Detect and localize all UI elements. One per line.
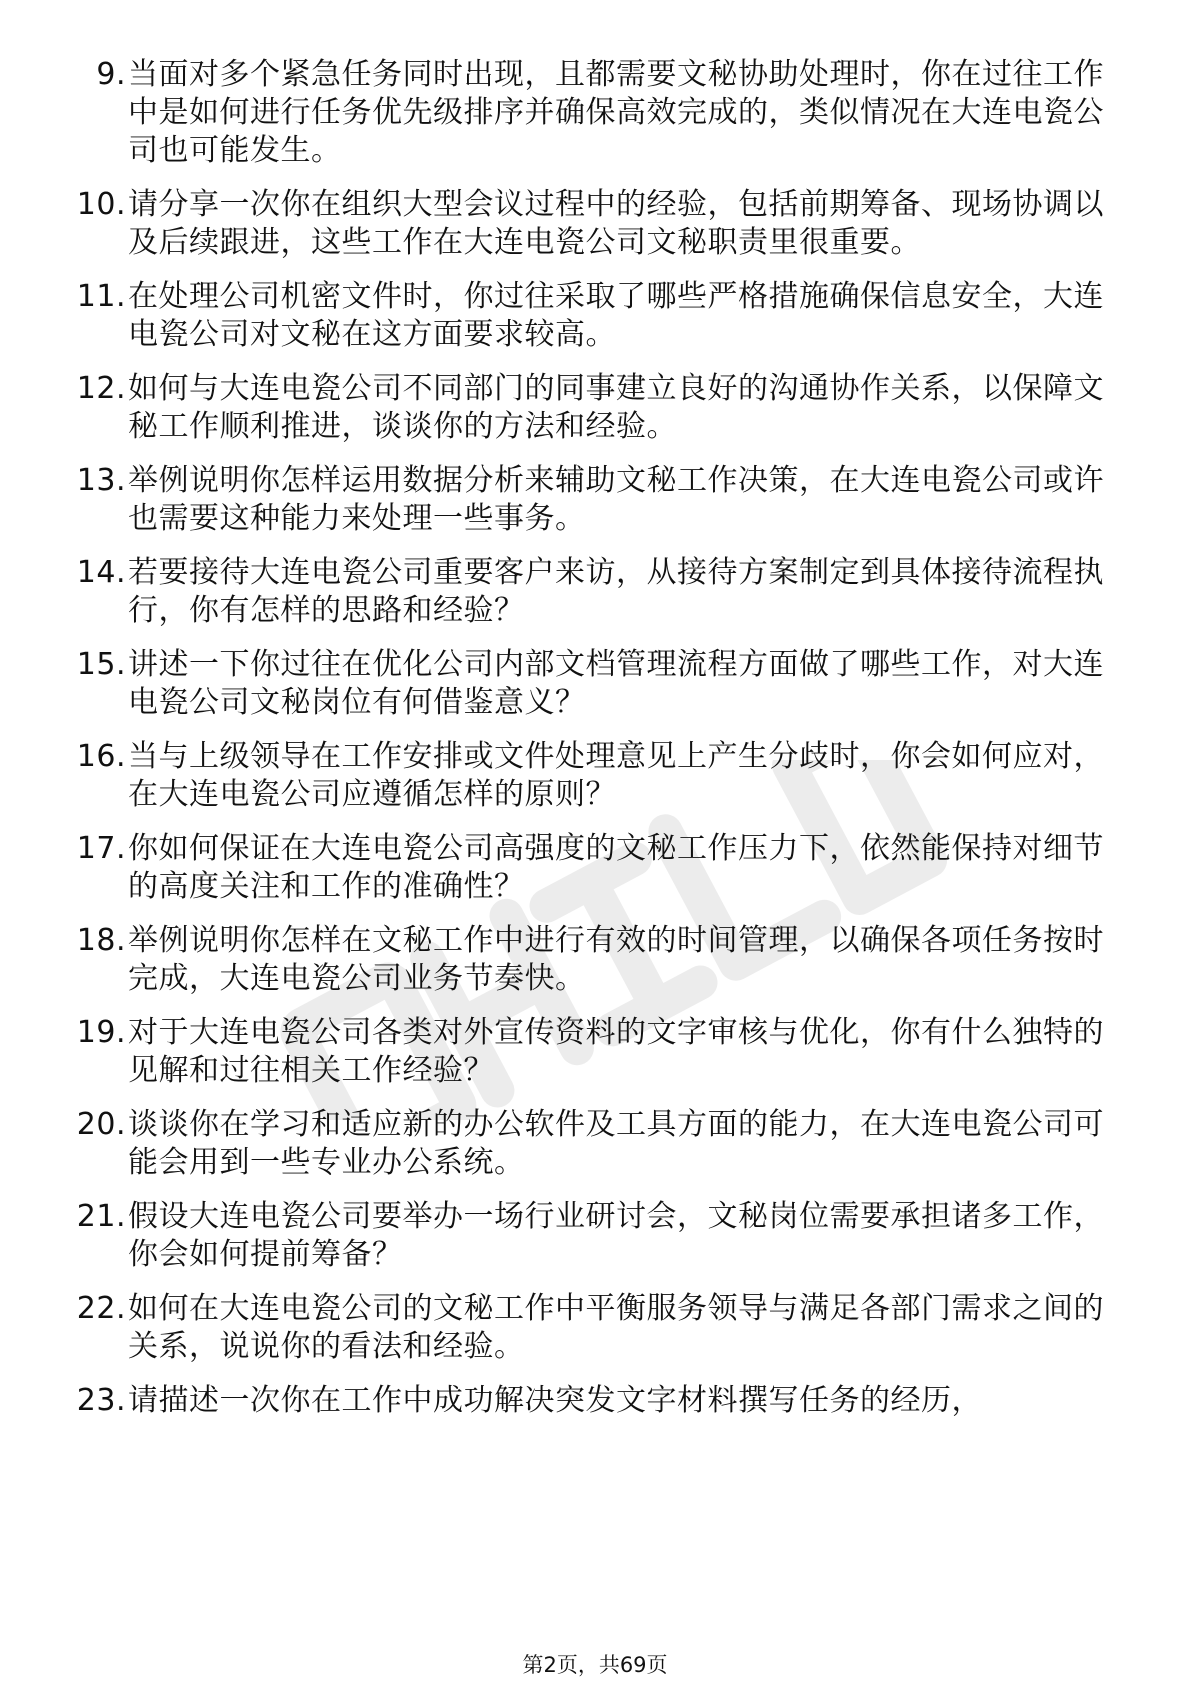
- list-item: [60, 1290, 1120, 1366]
- question-number: 18.: [76, 923, 126, 958]
- question-number: 20.: [76, 1107, 126, 1142]
- question-number: 14.: [76, 555, 126, 590]
- question-number: 16.: [76, 739, 126, 774]
- question-number: 11.: [76, 279, 126, 314]
- question-text: 谈谈你在学习和适应新的办公软件及工具方面的能力，在大连电瓷公司可能会用到一些专业办公系统。: [128, 1107, 1104, 1180]
- question-number: 22.: [76, 1291, 126, 1326]
- question-number: 9.: [96, 57, 126, 92]
- list-item: [60, 554, 1120, 630]
- question-text: 你如何保证在大连电瓷公司高强度的文秘工作压力下，依然能保持对细节的高度关注和工作的准确性？: [128, 831, 1104, 904]
- question-text: 若要接待大连电瓷公司重要客户来访，从接待方案制定到具体接待流程执行，你有怎样的思路和经验？: [128, 555, 1104, 628]
- list-item: [60, 278, 1120, 354]
- list-item: [60, 1106, 1120, 1182]
- question-number: 21.: [76, 1199, 126, 1234]
- list-item: [60, 370, 1120, 446]
- question-number: 23.: [76, 1383, 126, 1418]
- question-text: 举例说明你怎样运用数据分析来辅助文秘工作决策，在大连电瓷公司或许也需要这种能力来处理一些事务。: [128, 463, 1104, 536]
- question-number: 12.: [76, 371, 126, 406]
- question-number: 13.: [76, 463, 126, 498]
- question-text: 在处理公司机密文件时，你过往采取了哪些严格措施确保信息安全，大连电瓷公司对文秘在这方面要求较高。: [128, 279, 1104, 352]
- list-item: [60, 830, 1120, 906]
- list-item: [60, 1014, 1120, 1090]
- list-item: [60, 186, 1120, 262]
- list-item: [60, 462, 1120, 538]
- question-number: 10.: [76, 187, 126, 222]
- list-item: [60, 1382, 1120, 1420]
- list-item: [60, 1198, 1120, 1274]
- list-item: [60, 646, 1120, 722]
- question-text: 如何与大连电瓷公司不同部门的同事建立良好的沟通协作关系，以保障文秘工作顺利推进，谈谈你的方法和经验。: [128, 371, 1104, 444]
- question-list: [60, 56, 1120, 1436]
- question-number: 19.: [76, 1015, 126, 1050]
- list-item: [60, 738, 1120, 814]
- question-text: 当面对多个紧急任务同时出现，且都需要文秘协助处理时，你在过往工作中是如何进行任务优先级排序并确保高效完成的，类似情况在大连电瓷公司也可能发生。: [128, 57, 1104, 168]
- question-text: 请分享一次你在组织大型会议过程中的经验，包括前期筹备、现场协调以及后续跟进，这些工作在大连电瓷公司文秘职责里很重要。: [128, 187, 1104, 260]
- page-footer: 第2页，共69页: [522, 1653, 668, 1677]
- question-text: 讲述一下你过往在优化公司内部文档管理流程方面做了哪些工作，对大连电瓷公司文秘岗位有何借鉴意义？: [128, 647, 1104, 720]
- question-text: 对于大连电瓷公司各类对外宣传资料的文字审核与优化，你有什么独特的见解和过往相关工作经验？: [128, 1015, 1104, 1088]
- question-text: 如何在大连电瓷公司的文秘工作中平衡服务领导与满足各部门需求之间的关系，说说你的看法和经验。: [128, 1291, 1104, 1364]
- question-text: 请描述一次你在工作中成功解决突发文字材料撰写任务的经历，: [128, 1383, 982, 1418]
- question-number: 15.: [76, 647, 126, 682]
- list-item: [60, 56, 1120, 170]
- question-text: 假设大连电瓷公司要举办一场行业研讨会，文秘岗位需要承担诸多工作，你会如何提前筹备？: [128, 1199, 1104, 1272]
- question-number: 17.: [76, 831, 126, 866]
- question-text: 当与上级领导在工作安排或文件处理意见上产生分歧时，你会如何应对，在大连电瓷公司应遵循怎样的原则？: [128, 739, 1104, 812]
- question-text: 举例说明你怎样在文秘工作中进行有效的时间管理，以确保各项任务按时完成，大连电瓷公司业务节奏快。: [128, 923, 1104, 996]
- list-item: [60, 922, 1120, 998]
